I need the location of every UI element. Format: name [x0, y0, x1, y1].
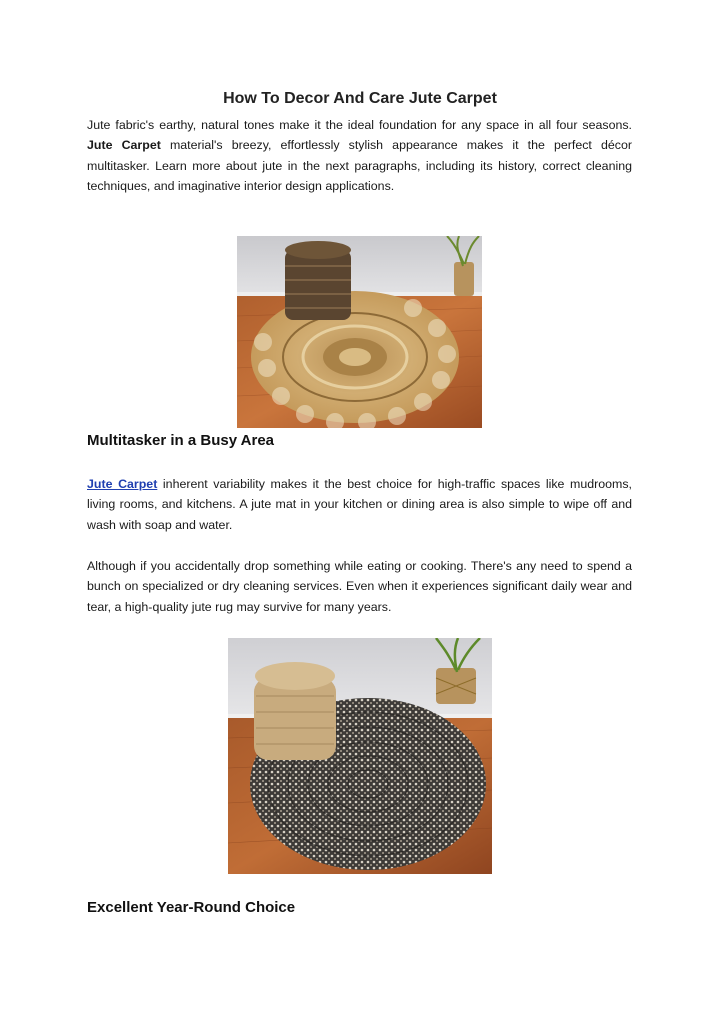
- section1-paragraph-1: [87, 474, 632, 535]
- intro-text-start: Jute fabric's earthy, natural tones make it the ideal foundation for any space in all four seasons.: [87, 118, 632, 132]
- lace-jute-rug-photo: [237, 236, 482, 428]
- page-title: How To Decor And Care Jute Carpet: [223, 90, 497, 107]
- jute-carpet-link[interactable]: Jute Carpet: [87, 477, 158, 491]
- section-heading-year-round: Excellent Year-Round Choice: [87, 899, 296, 916]
- intro-bold-term: Jute Carpet: [87, 138, 161, 153]
- intro-paragraph: [87, 115, 632, 196]
- round-braided-rug-photo: [228, 638, 492, 874]
- section-heading-multitasker: Multitasker in a Busy Area: [87, 432, 275, 449]
- section1-paragraph-1-text: inherent variability makes it the best choice for high-traffic spaces like mudrooms, living rooms, and kitchens. A jute mat in your kitchen or dining area is also simple to wipe off and wash with soap and water.: [87, 477, 632, 532]
- section1-paragraph-2: Although if you accidentally drop something while eating or cooking. There's any need to spend a bunch on specialized or dry cleaning services. Even when it experiences significant daily wear and tear, a high-quality jute rug may survive for many years.: [87, 559, 632, 614]
- intro-text-end: material's breezy, effortlessly stylish appearance makes it the perfect décor multitasker. Learn more about jute in the next paragraphs, including its history, correct cleaning techniques, and imaginative interior design applications.: [87, 138, 632, 193]
